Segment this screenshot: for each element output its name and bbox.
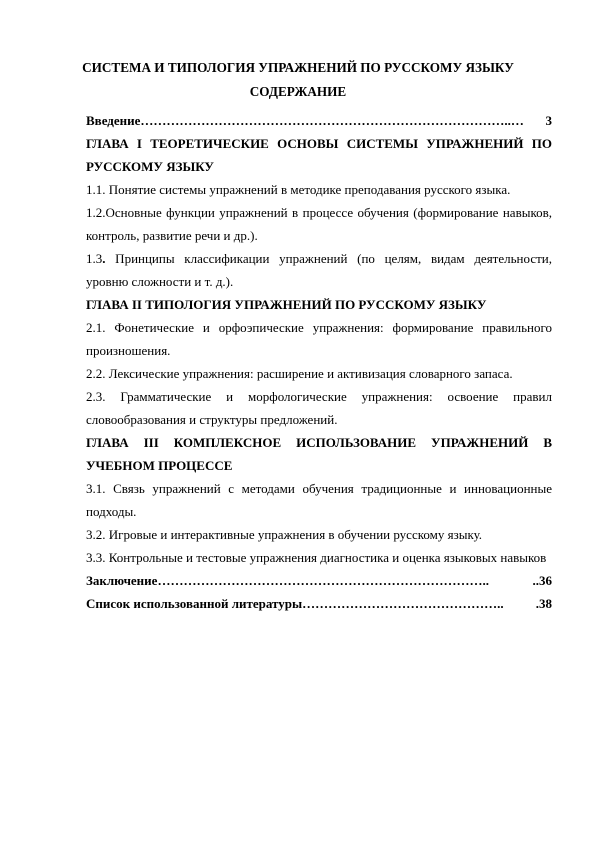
toc-section-2-1: 2.1. Фонетические и орфоэпические упражнения: формирование правильного произношения. (86, 320, 552, 358)
toc-leader-dots: …………………………………………………………………………..… (140, 113, 524, 128)
toc-section-1-1: 1.1. Понятие системы упражнений в методике преподавания русского языка. (86, 182, 511, 197)
toc-section-text: Принципы классификации упражнений (по целям, видам деятельности, уровню сложности и т. д.). (86, 251, 552, 289)
toc-chapter-3: ГЛАВА III КОМПЛЕКСНОЕ ИСПОЛЬЗОВАНИЕ УПРАЖНЕНИЙ В УЧЕБНОМ ПРОЦЕССЕ (86, 435, 552, 473)
toc-section-1-2: 1.2.Основные функции упражнений в процессе обучения (формирование навыков, контроль, развитие речи и др.). (86, 205, 552, 243)
table-of-contents (86, 109, 552, 615)
toc-section-2-3: 2.3. Грамматические и морфологические упражнения: освоение правил словообразования и структуры предложений. (86, 389, 552, 427)
toc-chapter-1: ГЛАВА I ТЕОРЕТИЧЕСКИЕ ОСНОВЫ СИСТЕМЫ УПРАЖНЕНИЙ ПО РУССКОМУ ЯЗЫКУ (86, 136, 552, 174)
toc-entry-introduction (86, 109, 552, 132)
toc-section-1-3 (86, 247, 552, 293)
toc-chapter-2: ГЛАВА II ТИПОЛОГИЯ УПРАЖНЕНИЙ ПО РУССКОМУ ЯЗЫКУ (86, 297, 487, 312)
toc-section-3-3: 3.3. Контрольные и тестовые упражнения диагностика и оценка языковых навыков (86, 550, 547, 565)
toc-leader-dots: ……………………………………….. (302, 596, 504, 611)
toc-entry-conclusion (86, 569, 552, 592)
toc-heading: СОДЕРЖАНИЕ (249, 84, 347, 99)
toc-page-number: .38 (535, 596, 552, 611)
toc-section-dot: . (102, 251, 106, 266)
toc-section-number: 1.3 (86, 251, 103, 266)
toc-entry-label: Заключение (86, 573, 158, 588)
toc-page-number: ..36 (532, 573, 552, 588)
toc-page-number: 3 (545, 113, 552, 128)
toc-leader-dots: ………………………………………………………………….. (157, 573, 489, 588)
toc-entry-label: Список использованной литературы (86, 596, 303, 611)
document-title: СИСТЕМА И ТИПОЛОГИЯ УПРАЖНЕНИЙ ПО РУССКОМУ ЯЗЫКУ (82, 60, 514, 75)
toc-entry-label: Введение (86, 113, 141, 128)
toc-entry-references (86, 592, 552, 615)
toc-section-3-1: 3.1. Связь упражнений с методами обучения традиционные и инновационные подходы. (86, 481, 552, 519)
toc-section-2-2: 2.2. Лексические упражнения: расширение и активизация словарного запаса. (86, 366, 513, 381)
toc-section-3-2: 3.2. Игровые и интерактивные упражнения в обучении русскому языку. (86, 527, 483, 542)
